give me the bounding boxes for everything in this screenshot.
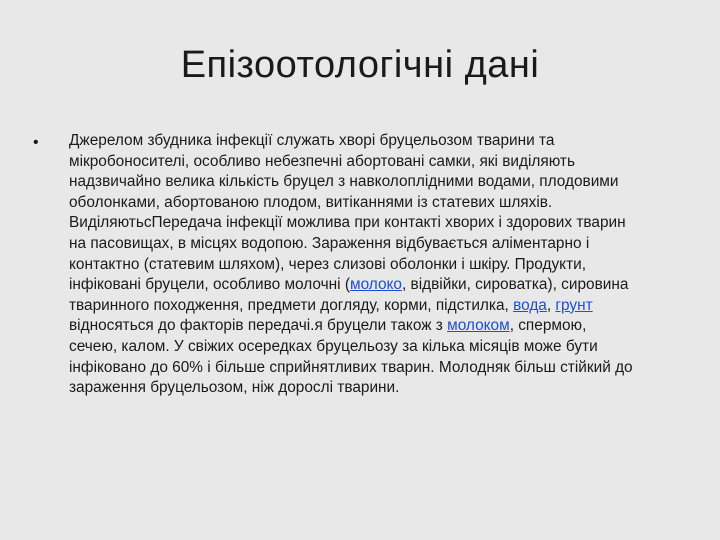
line-text: , спермою, — [509, 317, 587, 335]
link-voda[interactable]: вода — [513, 296, 547, 314]
slide-title: Епізоотологічні дані — [180, 44, 540, 86]
paragraph-line: мікробоносителі, особливо небезпечні абортовані самки, які виділяють — [69, 152, 575, 170]
paragraph-line: оболонками, абортованою плодом, витіканнями із статевих шляхів. — [69, 193, 553, 211]
paragraph-line — [69, 275, 693, 296]
line-text: , відвійки, сироватка), сировина — [401, 276, 629, 294]
paragraph-line: зараження бруцельозом, ніж дорослі тварини. — [69, 379, 400, 397]
paragraph-line — [69, 296, 693, 317]
paragraph-line: ВиділяютьсПередача інфекції можлива при контакті хворих і здорових тварин — [69, 214, 626, 232]
bullet-paragraph — [69, 131, 693, 399]
line-text: інфіковані бруцели, особливо молочні ( — [69, 276, 350, 294]
line-text: відносяться до факторів передачі.я бруцели також з — [69, 317, 448, 335]
link-moloko[interactable]: молоко — [349, 276, 402, 294]
line-text: тваринного походження, предмети догляду, корми, підстилка, — [69, 296, 514, 314]
paragraph-line — [69, 316, 693, 337]
bullet-marker: • — [33, 134, 39, 151]
link-molokom[interactable]: молоком — [447, 317, 510, 335]
paragraph-line: надзвичайно велика кількість бруцел з навколоплідними водами, плодовими — [69, 173, 619, 191]
link-grunt[interactable]: грунт — [555, 296, 593, 314]
paragraph-line: на пасовищах, в місцях водопою. Зараження відбувається аліментарно і — [69, 234, 590, 252]
paragraph-line: Джерелом збудника інфекції служать хворі бруцельозом тварини та — [69, 132, 555, 149]
paragraph-line: інфіковано до 60% і більше сприйнятливих тварин. Молодняк більш стійкий до — [69, 358, 633, 376]
paragraph-line: сечею, калом. У свіжих осередках бруцельозу за кілька місяців може бути — [69, 337, 598, 355]
line-separator: , — [546, 296, 556, 314]
paragraph-line: контактно (статевим шляхом), через слизові оболонки і шкіру. Продукти, — [69, 255, 587, 273]
